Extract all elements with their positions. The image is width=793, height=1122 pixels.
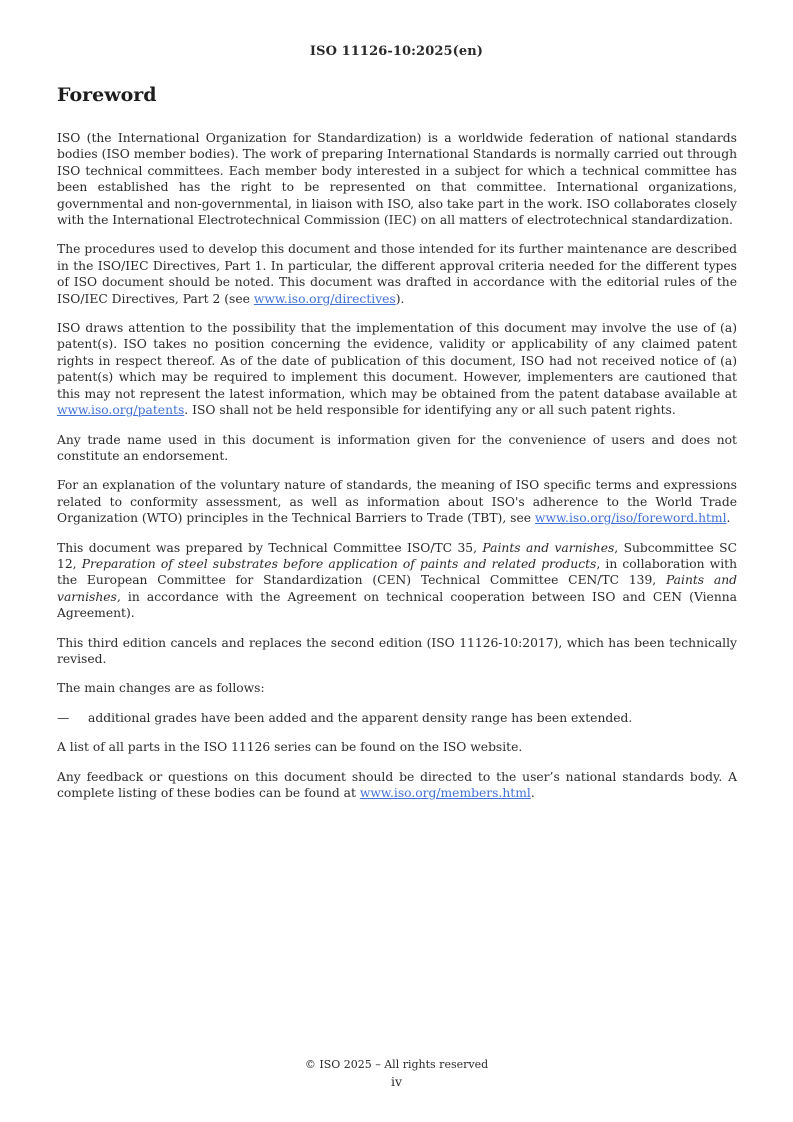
- link[interactable]: www.iso.org/members.html: [359, 786, 531, 800]
- text-run: A list of all parts in the ISO 11126 series can be found on the ISO website.: [57, 740, 523, 755]
- document-footer: [0, 1058, 793, 1089]
- paragraph: [57, 130, 737, 228]
- italic-text: Preparation of steel substrates before application of paints and related products: [81, 556, 597, 571]
- paragraph: [57, 432, 737, 465]
- link[interactable]: www.iso.org/iso/foreword.html: [534, 511, 727, 526]
- paragraph: [57, 680, 737, 696]
- text-run: .: [530, 786, 535, 800]
- text-run: additional grades have been added and the apparent density range has been extended.: [88, 710, 633, 725]
- text-run: Any feedback or questions on this document should be directed to the user’s national standards body. A complete listing of these bodies can be found at: [57, 769, 737, 800]
- text-run: The procedures used to develop this document and those intended for its further maintenance are described in the ISO/IEC Directives, Part 1. In particular, the different approval criteria needed for the different types of ISO document should be noted. This document was drafted in accordance with the editorial rules of the ISO/IEC Directives, Part 2 (see: [57, 242, 737, 306]
- text-run: , Subcommittee SC 12,: [57, 540, 737, 571]
- text-run: This document was prepared by Technical Committee ISO/TC 35,: [57, 540, 483, 555]
- text-run: The main changes are as follows:: [57, 681, 265, 696]
- section-title: Foreword: [57, 84, 157, 106]
- text-run: For an explanation of the voluntary nature of standards, the meaning of ISO specific terms and expressions related to conformity assessment, as well as information about ISO's adherence to the World Trade Organization (WTO) principles in the Technical Barriers to Trade (TBT), see: [57, 478, 737, 526]
- italic-text: Paints and varnishes,: [57, 573, 737, 604]
- paragraph: [57, 241, 737, 307]
- paragraph: [57, 477, 737, 526]
- text-run: ISO (the International Organization for Standardization) is a worldwide federation of national standards bodies (ISO member bodies). The work of preparing International Standards is normally carried out through ISO technical committees. Each member body interested in a subject for which a technical committee has been established has the right to be represented on that committee. International organizations, governmental and non-governmental, in liaison with ISO, also take part in the work. ISO collaborates closely with the International Electrotechnical Commission (IEC) on all matters of electrotechnical standardization.: [57, 131, 737, 228]
- text-run: ISO draws attention to the possibility that the implementation of this document may involve the use of (a) patent(s). ISO takes no position concerning the evidence, validity or applicability of any claimed patent rights in respect thereof. As of the date of publication of this document, ISO had not received notice of (a) patent(s) which may be required to implement this document. However, implementers are cautioned that this may not represent the latest information, which may be obtained from the patent database available at: [57, 321, 737, 401]
- text-run: .: [726, 511, 731, 526]
- paragraph: [57, 540, 737, 622]
- text-run: , in collaboration with the European Committee for Standardization (CEN) Technical Committee CEN/TC 139,: [57, 556, 738, 588]
- list-item-text: [88, 710, 737, 726]
- footer-copyright: © ISO 2025 – All rights reserved: [304, 1058, 489, 1071]
- paragraph: [57, 739, 737, 755]
- link[interactable]: www.iso.org/patents: [57, 403, 185, 418]
- link[interactable]: www.iso.org/directives: [253, 291, 396, 306]
- document-header: ISO 11126-10:2025(en): [309, 44, 484, 59]
- paragraph: [57, 635, 737, 668]
- text-run: Any trade name used in this document is information given for the convenience of users and does not constitute an endorsement.: [57, 432, 737, 463]
- text-run: This third edition cancels and replaces the second edition (ISO 11126-10:2017), which has been technically revised.: [57, 635, 737, 666]
- foreword-body: [57, 130, 737, 801]
- text-run: . ISO shall not be held responsible for identifying any or all such patent rights.: [184, 403, 676, 418]
- list-item: [57, 710, 737, 726]
- italic-text: Paints and varnishes: [482, 540, 615, 555]
- paragraph: [57, 320, 737, 418]
- text-run: ).: [395, 291, 405, 306]
- page-number: iv: [390, 1074, 403, 1089]
- list-dash: —: [57, 710, 70, 725]
- text-run: in accordance with the Agreement on technical cooperation between ISO and CEN (Vienna Agreement).: [57, 589, 737, 621]
- paragraph: [57, 769, 737, 802]
- content-area: [57, 84, 737, 814]
